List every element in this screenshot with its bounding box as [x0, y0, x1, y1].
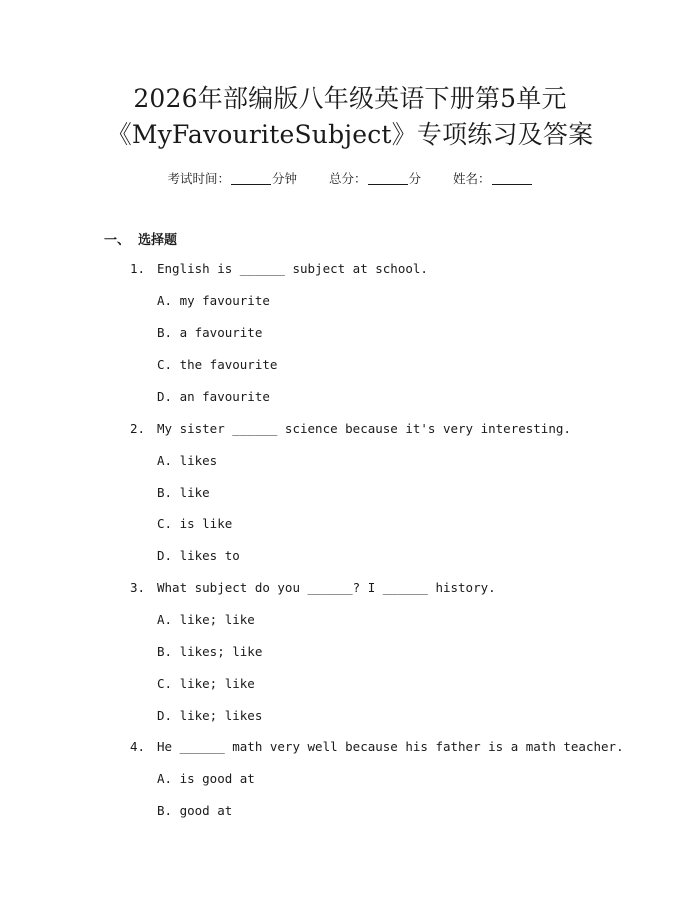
section-number: 一、 — [104, 233, 131, 248]
question-number: 3. — [130, 580, 146, 595]
document-title-line-1: 2026年部编版八年级英语下册第5单元 — [133, 84, 567, 113]
exam-time-label: 考试时间： — [167, 171, 230, 186]
question-number: 1. — [130, 261, 146, 276]
document-title-line-2: 《MyFavouriteSubject》专项练习及答案 — [106, 120, 594, 149]
option-a: A. my favourite — [157, 293, 270, 308]
question-number: 2. — [130, 421, 146, 436]
total-score-label: 总分： — [328, 171, 367, 186]
exam-time-unit: 分钟 — [271, 171, 297, 186]
total-score-field — [329, 171, 421, 186]
option-d: D. likes to — [157, 548, 240, 563]
question-text: What subject do you ______? I ______ history. — [157, 580, 496, 595]
student-name-field — [453, 171, 533, 186]
total-score-unit: 分 — [408, 171, 422, 186]
option-a: A. is good at — [157, 771, 255, 786]
exam-time-field — [167, 171, 297, 186]
option-b: B. a favourite — [157, 325, 263, 340]
student-name-label: 姓名： — [453, 171, 491, 186]
question-1 — [130, 261, 428, 276]
option-b: B. like — [157, 485, 210, 500]
option-c: C. is like — [157, 516, 233, 531]
option-c: C. like; like — [157, 676, 255, 691]
option-c: C. the favourite — [157, 357, 278, 372]
total-score-blank — [368, 172, 408, 185]
question-text: He ______ math very well because his father is a math teacher. — [157, 739, 624, 754]
exam-info-bar — [0, 169, 700, 187]
option-d: D. an favourite — [157, 389, 270, 404]
question-text: English is ______ subject at school. — [157, 261, 428, 276]
option-a: A. like; like — [157, 612, 255, 627]
section-title: 选择题 — [138, 233, 178, 248]
question-4 — [130, 739, 624, 754]
option-d: D. like; likes — [157, 708, 263, 723]
option-b: B. likes; like — [157, 644, 263, 659]
section-heading — [104, 229, 177, 248]
question-number: 4. — [130, 739, 146, 754]
question-2 — [130, 421, 571, 436]
exam-time-blank — [231, 172, 271, 185]
question-3 — [130, 580, 496, 595]
option-a: A. likes — [157, 453, 218, 468]
option-b: B. good at — [157, 803, 233, 818]
question-text: My sister ______ science because it's very interesting. — [157, 421, 571, 436]
student-name-blank — [492, 172, 532, 185]
